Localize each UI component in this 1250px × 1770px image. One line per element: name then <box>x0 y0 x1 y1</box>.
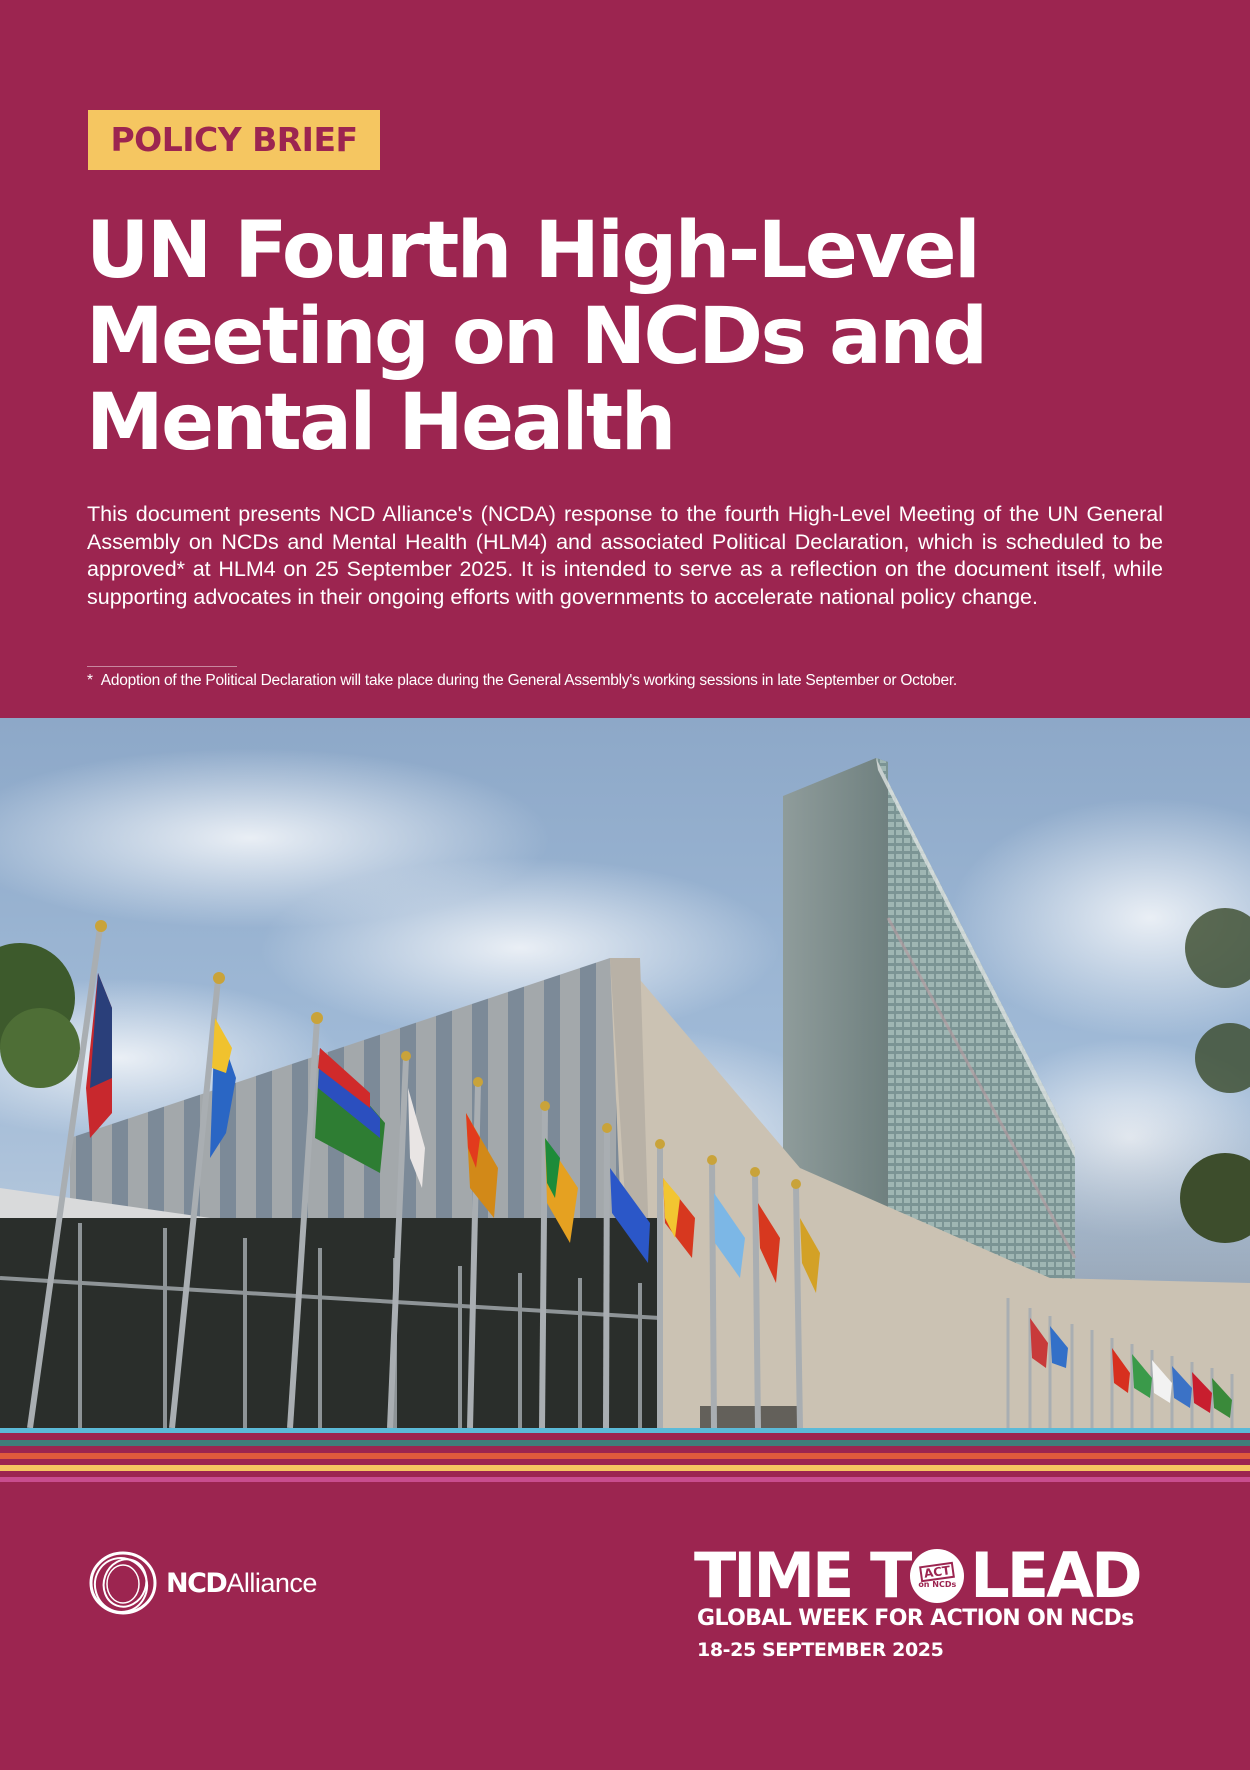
ncd-alliance-logo[interactable] <box>88 1548 317 1618</box>
footnote <box>87 671 1187 691</box>
un-headquarters-illustration <box>0 718 1250 1428</box>
headline-left: TIME T <box>694 1539 910 1612</box>
campaign-headline <box>694 1539 1164 1612</box>
stripe-light-blue <box>0 1428 1250 1433</box>
wordmark-ncd: NCD <box>166 1567 227 1599</box>
policy-brief-badge: POLICY BRIEF <box>88 110 380 170</box>
global-week-campaign <box>694 1539 1164 1661</box>
footnote-text: Adoption of the Political Declaration will take place during the General Assembly's working sessions in late September or October. <box>100 672 957 689</box>
stripe-pink <box>0 1477 1250 1482</box>
title-line: Mental Health <box>86 378 674 468</box>
title-line: Meeting on NCDs and <box>86 292 986 382</box>
stripe-yellow <box>0 1465 1250 1471</box>
campaign-dates: 18-25 SEPTEMBER 2025 <box>697 1639 944 1661</box>
footnote-marker: * <box>87 672 93 689</box>
on-ncds-label: on NCDs <box>918 1579 957 1589</box>
stripe-orange <box>0 1453 1250 1459</box>
act-on-ncds-badge <box>910 1549 964 1603</box>
act-label: ACT <box>919 1561 955 1582</box>
ncd-rings-icon <box>88 1548 158 1618</box>
intro-paragraph: This document presents NCD Alliance's (NCDA) response to the fourth High-Level Meeting of the UN General Assembly on NCDs and Mental Health (HLM4) and associated Political Declaration, which is scheduled to be approved* at HLM4 on 25 September 2025. It is intended to serve as a reflection on the document itself, while supporting advocates in their ongoing efforts with governments to accelerate national policy change. <box>87 502 1163 609</box>
headline-right: LEAD <box>970 1539 1140 1612</box>
hero-photo <box>0 718 1250 1428</box>
title-line: UN Fourth High-Level <box>86 206 979 296</box>
decorative-stripes <box>0 1428 1250 1488</box>
campaign-subtitle: GLOBAL WEEK FOR ACTION ON NCDs <box>697 1606 1134 1631</box>
stripe-teal <box>0 1440 1250 1446</box>
footnote-divider <box>87 666 237 667</box>
page-title <box>86 208 1186 466</box>
ncd-alliance-wordmark <box>166 1568 317 1599</box>
wordmark-alliance: Alliance <box>226 1567 317 1598</box>
